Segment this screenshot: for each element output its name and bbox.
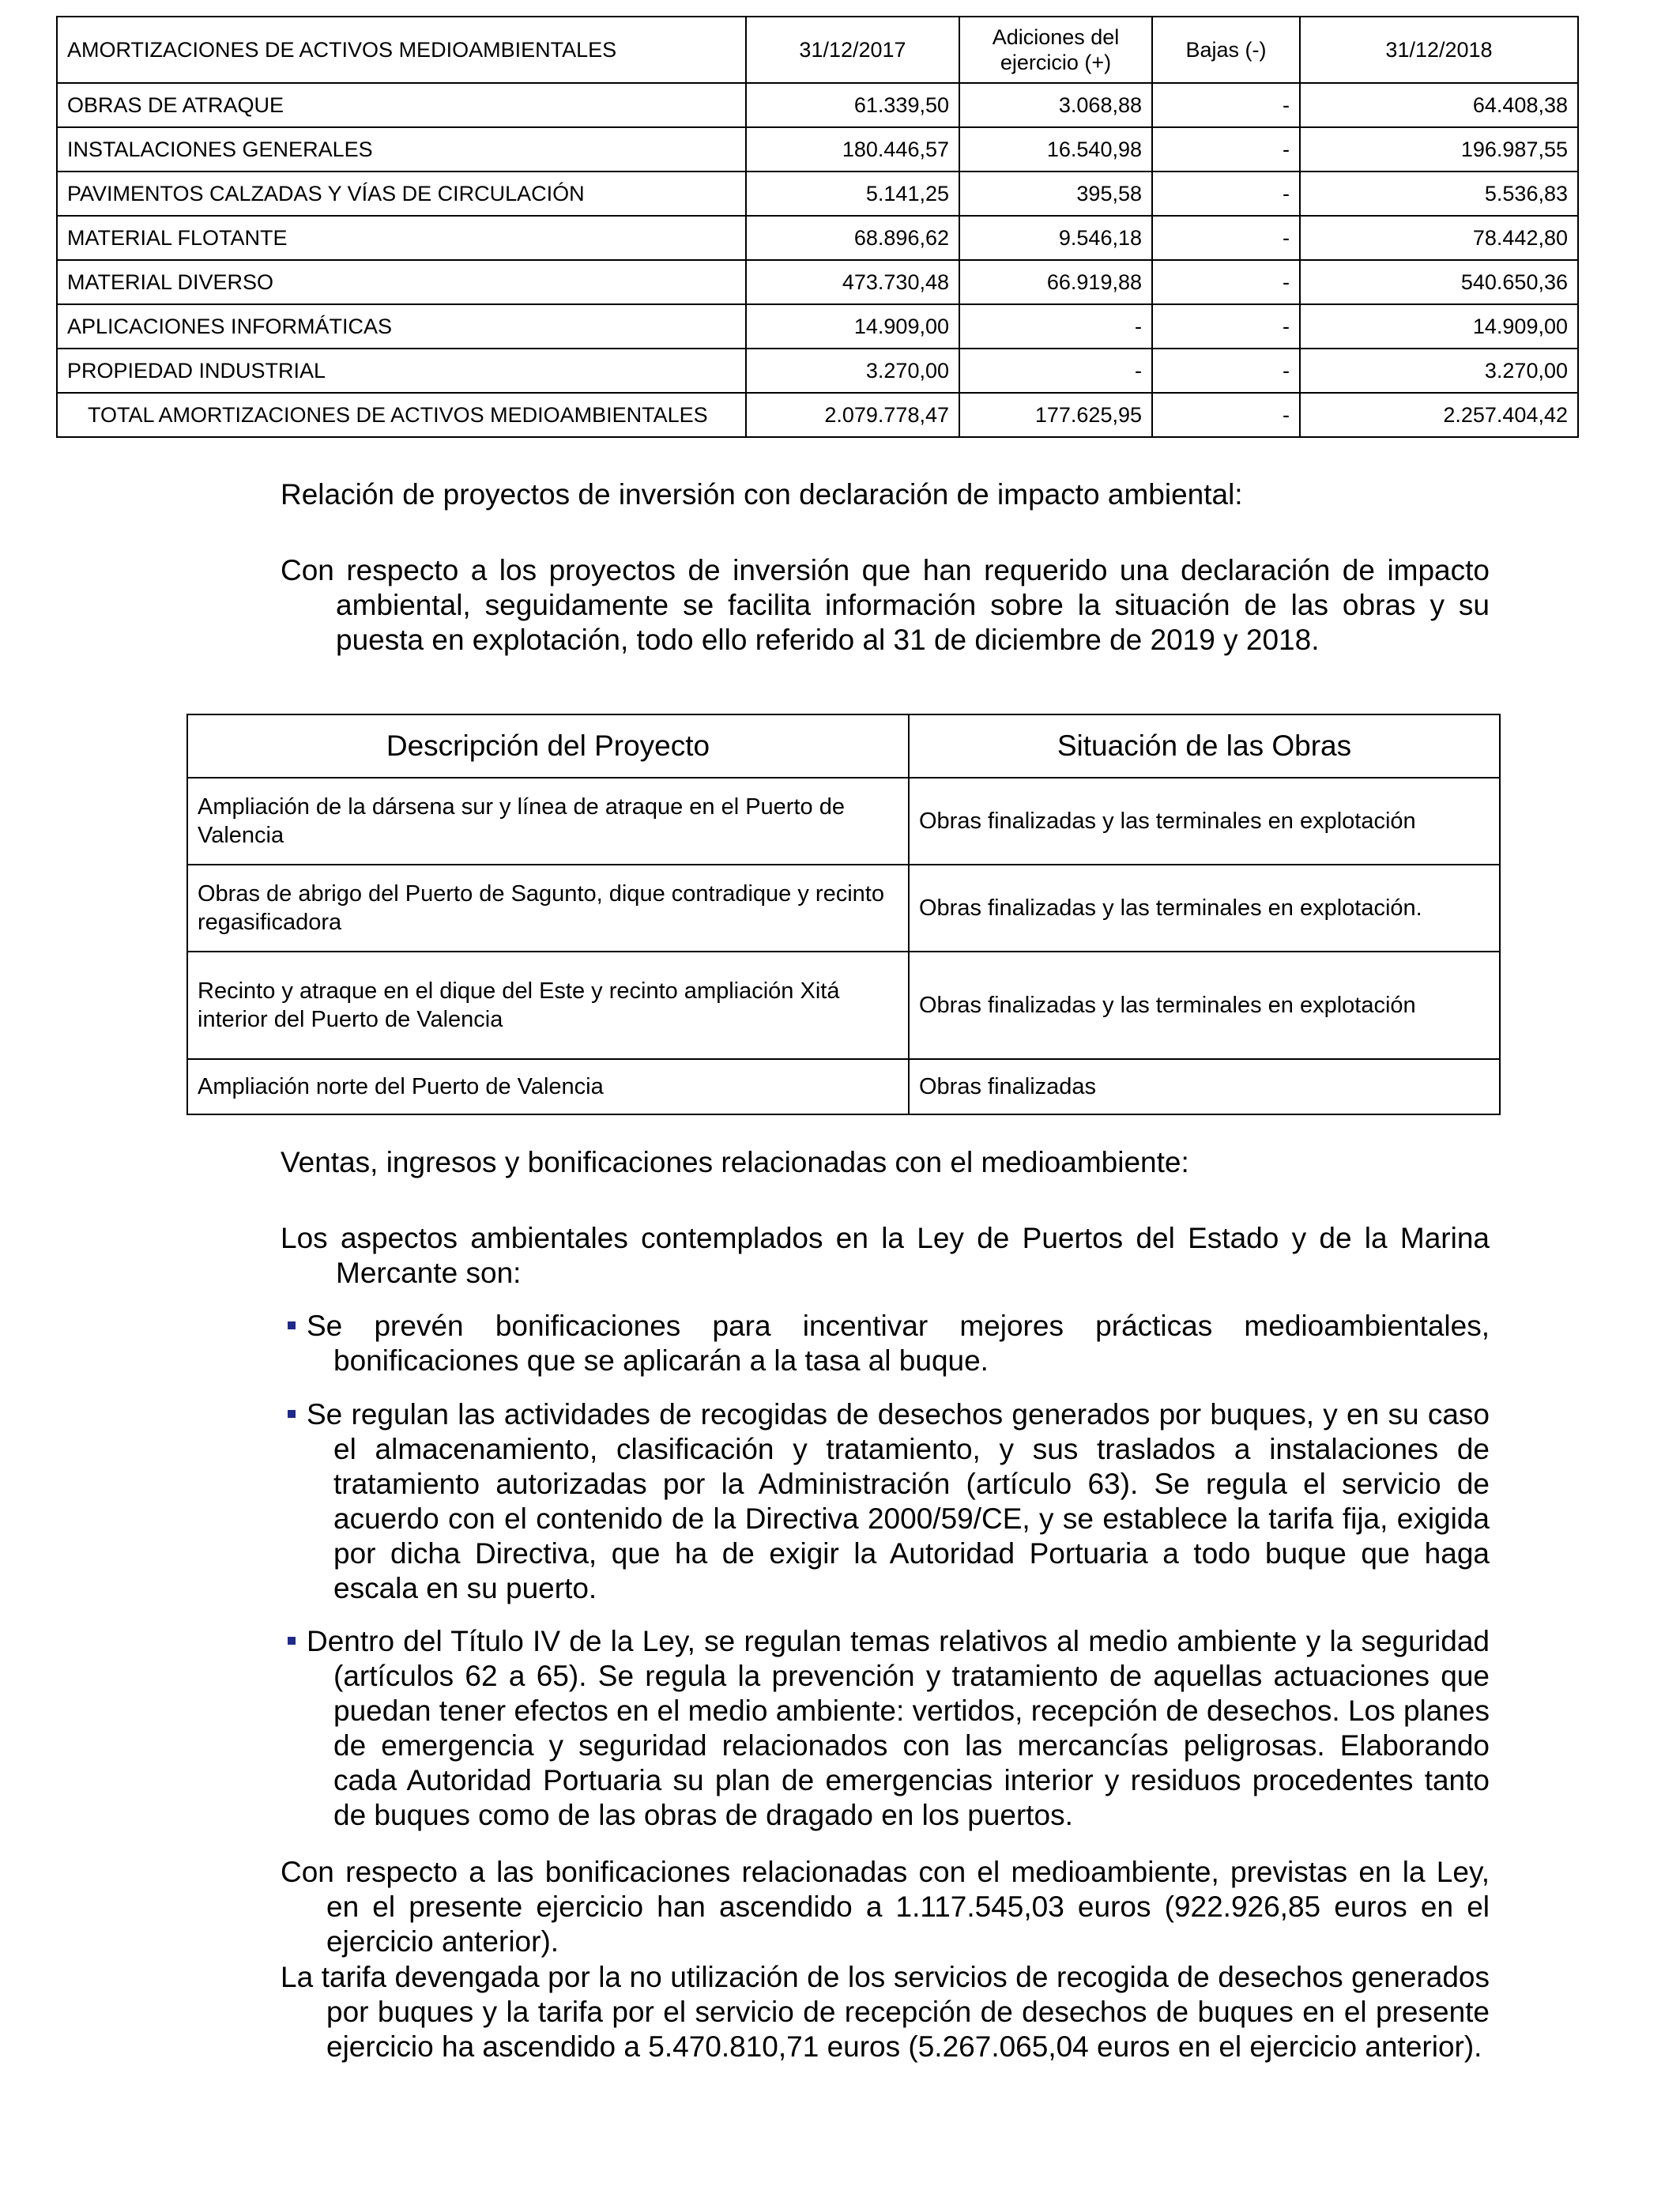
project-description: Ampliación de la dársena sur y línea de atraque en el Puerto de Valencia	[187, 778, 909, 865]
bonificaciones-text: Con respecto a las bonificaciones relacionadas con el medioambiente, previstas en la Ley, en el presente ejercicio han ascendido a 1.117.545,03 euros (922.926,85 euros en el ejercicio anterior).	[281, 1856, 1490, 1958]
table-row	[187, 865, 1500, 952]
value-2017: 473.730,48	[746, 260, 959, 304]
value-additions: -	[959, 304, 1152, 349]
row-label: MATERIAL DIVERSO	[57, 260, 746, 304]
amortization-table	[56, 16, 1579, 438]
bullet-text: Se prevén bonificaciones para incentivar mejores prácticas medioambientales, bonificaciones que se aplicarán a la tasa al buque.	[307, 1310, 1490, 1377]
value-2017: 5.141,25	[746, 172, 959, 216]
table-row	[57, 304, 1578, 349]
table-row	[187, 1059, 1500, 1114]
bonificaciones-paragraph	[281, 1855, 1490, 1959]
amortization-header-row	[57, 17, 1578, 83]
value-2017: 14.909,00	[746, 304, 959, 349]
row-label: INSTALACIONES GENERALES	[57, 127, 746, 172]
value-2017: 180.446,57	[746, 127, 959, 172]
projects-header-description: Descripción del Proyecto	[187, 714, 909, 778]
row-label: APLICACIONES INFORMÁTICAS	[57, 304, 746, 349]
total-2018: 2.257.404,42	[1300, 393, 1578, 437]
value-2018: 14.909,00	[1300, 304, 1578, 349]
projects-table	[186, 714, 1501, 1115]
project-description: Obras de abrigo del Puerto de Sagunto, dique contradique y recinto regasificadora	[187, 865, 909, 952]
section-heading-sales: Ventas, ingresos y bonificaciones relacionadas con el medioambiente:	[281, 1146, 1189, 1178]
value-removals: -	[1152, 216, 1300, 260]
projects-header-status: Situación de las Obras	[909, 714, 1500, 778]
value-additions: 66.919,88	[959, 260, 1152, 304]
bullet-square-icon	[288, 1637, 296, 1645]
value-2018: 64.408,38	[1300, 83, 1578, 127]
project-description: Ampliación norte del Puerto de Valencia	[187, 1059, 909, 1114]
tarifa-text: La tarifa devengada por la no utilización de los servicios de recogida de desechos generados por buques y la tarifa por el servicio de recepción de desechos de buques en el presente ejercicio ha ascendido a 5.470.810,71 euros (5.267.065,04 euros en el ejercicio anterior).	[281, 1961, 1490, 2063]
table-row	[57, 172, 1578, 216]
bullet-square-icon	[288, 1410, 296, 1418]
project-status: Obras finalizadas	[909, 1059, 1500, 1114]
value-additions: -	[959, 349, 1152, 393]
value-additions: 3.068,88	[959, 83, 1152, 127]
table-row	[187, 952, 1500, 1059]
list-item	[277, 1624, 1490, 1833]
table-row	[57, 349, 1578, 393]
value-removals: -	[1152, 172, 1300, 216]
project-status: Obras finalizadas y las terminales en explotación	[909, 952, 1500, 1059]
value-2017: 61.339,50	[746, 83, 959, 127]
value-2018: 540.650,36	[1300, 260, 1578, 304]
sales-intro-paragraph	[281, 1221, 1490, 1291]
value-additions: 9.546,18	[959, 216, 1152, 260]
value-removals: -	[1152, 349, 1300, 393]
total-label: TOTAL AMORTIZACIONES DE ACTIVOS MEDIOAMBIENTALES	[57, 393, 746, 437]
sales-intro-text: Los aspectos ambientales contemplados en la Ley de Puertos del Estado y de la Marina Mercante son:	[281, 1222, 1490, 1289]
list-item	[277, 1309, 1490, 1378]
amort-header-removals: Bajas (-)	[1152, 17, 1300, 83]
table-row	[57, 83, 1578, 127]
total-additions: 177.625,95	[959, 393, 1152, 437]
projects-header-row	[187, 714, 1500, 778]
table-row	[57, 216, 1578, 260]
row-label: PAVIMENTOS CALZADAS Y VÍAS DE CIRCULACIÓN	[57, 172, 746, 216]
project-status: Obras finalizadas y las terminales en explotación	[909, 778, 1500, 865]
value-2017: 3.270,00	[746, 349, 959, 393]
bullet-square-icon	[288, 1321, 296, 1329]
tarifa-paragraph	[281, 1960, 1490, 2064]
bullet-text: Se regulan las actividades de recogidas de desechos generados por buques, y en su caso el almacenamiento, clasificación y tratamiento, y sus traslados a instalaciones de tratamiento autorizadas por la Administración (artículo 63). Se regula el servicio de acuerdo con el contenido de la Directiva 2000/59/CE, y se establece la tarifa fija, exigida por dicha Directiva, que ha de exigir la Autoridad Portuaria a todo buque que haga escala en su puerto.	[307, 1398, 1490, 1604]
value-additions: 16.540,98	[959, 127, 1152, 172]
value-additions: 395,58	[959, 172, 1152, 216]
list-item	[277, 1397, 1490, 1606]
value-removals: -	[1152, 304, 1300, 349]
amort-header-concept: AMORTIZACIONES DE ACTIVOS MEDIOAMBIENTALES	[57, 17, 746, 83]
total-removals: -	[1152, 393, 1300, 437]
table-row	[187, 778, 1500, 865]
row-label: MATERIAL FLOTANTE	[57, 216, 746, 260]
value-removals: -	[1152, 83, 1300, 127]
section-heading-projects: Relación de proyectos de inversión con declaración de impacto ambiental:	[281, 478, 1243, 511]
project-status: Obras finalizadas y las terminales en explotación.	[909, 865, 1500, 952]
table-row	[57, 260, 1578, 304]
row-label: OBRAS DE ATRAQUE	[57, 83, 746, 127]
table-row	[57, 127, 1578, 172]
value-removals: -	[1152, 127, 1300, 172]
bullet-text: Dentro del Título IV de la Ley, se regulan temas relativos al medio ambiente y la seguridad (artículos 62 a 65). Se regula la prevención y tratamiento de aquellas actuaciones que puedan tener efectos en el medio ambiente: vertidos, recepción de desechos. Los planes de emergencia y seguridad relacionados con las mercancías peligrosas. Elaborando cada Autoridad Portuaria su plan de emergencias interior y residuos procedentes tanto de buques como de las obras de dragado en los puertos.	[307, 1625, 1490, 1831]
value-removals: -	[1152, 260, 1300, 304]
value-2018: 196.987,55	[1300, 127, 1578, 172]
project-description: Recinto y atraque en el dique del Este y recinto ampliación Xitá interior del Puerto de Valencia	[187, 952, 909, 1059]
total-2017: 2.079.778,47	[746, 393, 959, 437]
value-2018: 5.536,83	[1300, 172, 1578, 216]
projects-intro-paragraph	[281, 553, 1490, 658]
amort-header-additions: Adiciones del ejercicio (+)	[959, 17, 1152, 83]
row-label: PROPIEDAD INDUSTRIAL	[57, 349, 746, 393]
amort-header-2018: 31/12/2018	[1300, 17, 1578, 83]
total-row	[57, 393, 1578, 437]
amort-header-2017: 31/12/2017	[746, 17, 959, 83]
value-2017: 68.896,62	[746, 216, 959, 260]
projects-intro-text: Con respecto a los proyectos de inversión que han requerido una declaración de impacto ambiental, seguidamente se facilita información sobre la situación de las obras y su puesta en explotación, todo ello referido al 31 de diciembre de 2019 y 2018.	[281, 554, 1490, 656]
value-2018: 78.442,80	[1300, 216, 1578, 260]
value-2018: 3.270,00	[1300, 349, 1578, 393]
